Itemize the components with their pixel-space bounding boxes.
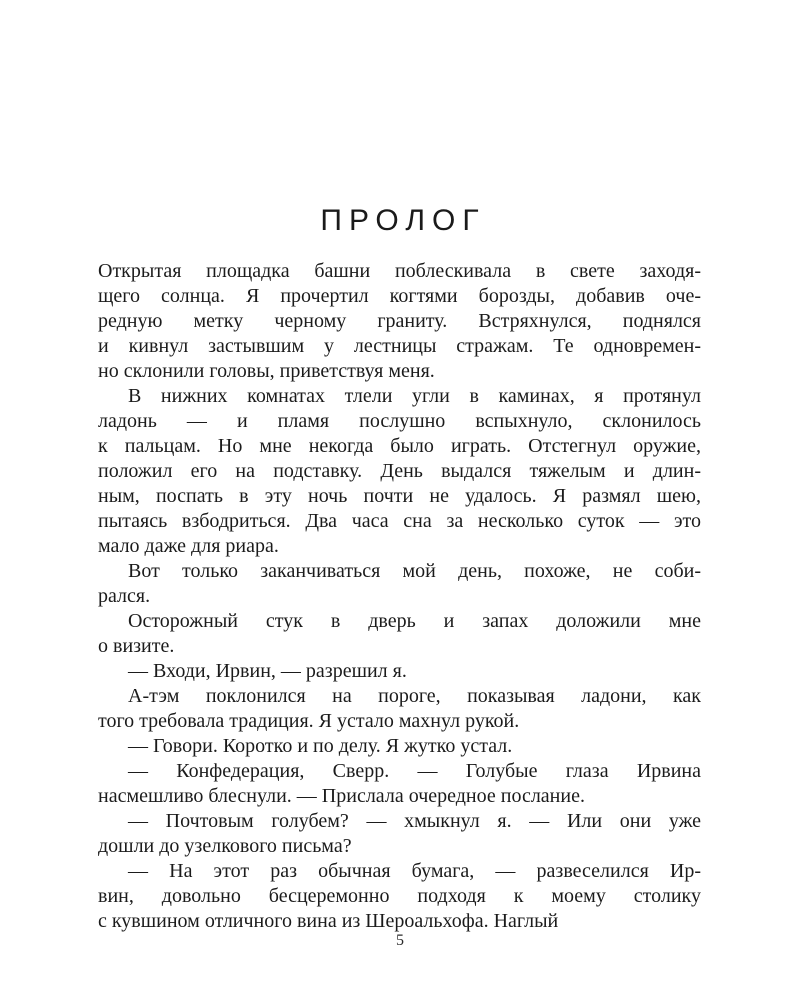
text-line: щего солнца. Я прочертил когтями борозды, добавив оче- bbox=[98, 285, 701, 307]
paragraph bbox=[98, 684, 701, 734]
chapter-heading: ПРОЛОГ bbox=[320, 204, 486, 237]
paragraph bbox=[98, 759, 701, 809]
text-line: — На этот раз обычная бумага, — развеселился Ир- bbox=[128, 860, 701, 882]
text-line: ным, поспать в эту ночь почти не удалось. Я размял шею, bbox=[98, 485, 701, 507]
text-line: положил его на подставку. День выдался тяжелым и длин- bbox=[98, 460, 701, 482]
text-line: но склонили головы, приветствуя меня. bbox=[98, 360, 435, 382]
text-line: того требовала традиция. Я устало махнул рукой. bbox=[98, 710, 520, 732]
text-line: вин, довольно бесцеремонно подходя к моему столику bbox=[98, 885, 701, 907]
text-line: — Говори. Коротко и по делу. Я жутко устал. bbox=[128, 735, 513, 757]
body-text bbox=[98, 259, 701, 934]
paragraph bbox=[98, 734, 701, 759]
page-number: 5 bbox=[396, 932, 404, 949]
text-line: Осторожный стук в дверь и запах доложили мне bbox=[128, 610, 701, 632]
text-line: пытаясь взбодриться. Два часа сна за несколько суток — это bbox=[98, 510, 701, 532]
text-line: рался. bbox=[98, 585, 151, 607]
text-line: о визите. bbox=[98, 635, 175, 657]
text-line: насмешливо блеснули. — Прислала очередное послание. bbox=[98, 785, 585, 807]
text-line: и кивнул застывшим у лестницы стражам. Те одновремен- bbox=[98, 335, 701, 357]
text-line: редную метку черному граниту. Встряхнулся, поднялся bbox=[98, 310, 701, 332]
text-line: мало даже для риара. bbox=[98, 535, 279, 557]
paragraph bbox=[98, 559, 701, 609]
paragraph bbox=[98, 384, 701, 559]
text-line: Вот только заканчиваться мой день, похоже, не соби- bbox=[128, 560, 701, 582]
paragraph bbox=[98, 859, 701, 934]
text-line: Открытая площадка башни поблескивала в свете заходя- bbox=[98, 260, 701, 282]
text-line: дошли до узелкового письма? bbox=[98, 835, 352, 857]
text-line: — Конфедерация, Сверр. — Голубые глаза Ирвина bbox=[128, 760, 701, 782]
text-line: В нижних комнатах тлели угли в каминах, я протянул bbox=[128, 385, 701, 407]
paragraph bbox=[98, 659, 701, 684]
text-line: — Почтовым голубем? — хмыкнул я. — Или они уже bbox=[128, 810, 701, 832]
text-line: с кувшином отличного вина из Шероальхофа. Наглый bbox=[98, 910, 559, 932]
text-line: А-тэм поклонился на пороге, показывая ладони, как bbox=[128, 685, 701, 707]
paragraph bbox=[98, 809, 701, 859]
text-line: ладонь — и пламя послушно вспыхнуло, склонилось bbox=[98, 410, 701, 432]
paragraph bbox=[98, 609, 701, 659]
text-line: — Входи, Ирвин, — разрешил я. bbox=[128, 660, 407, 682]
paragraph bbox=[98, 259, 701, 384]
text-line: к пальцам. Но мне некогда было играть. Отстегнул оружие, bbox=[98, 435, 701, 457]
